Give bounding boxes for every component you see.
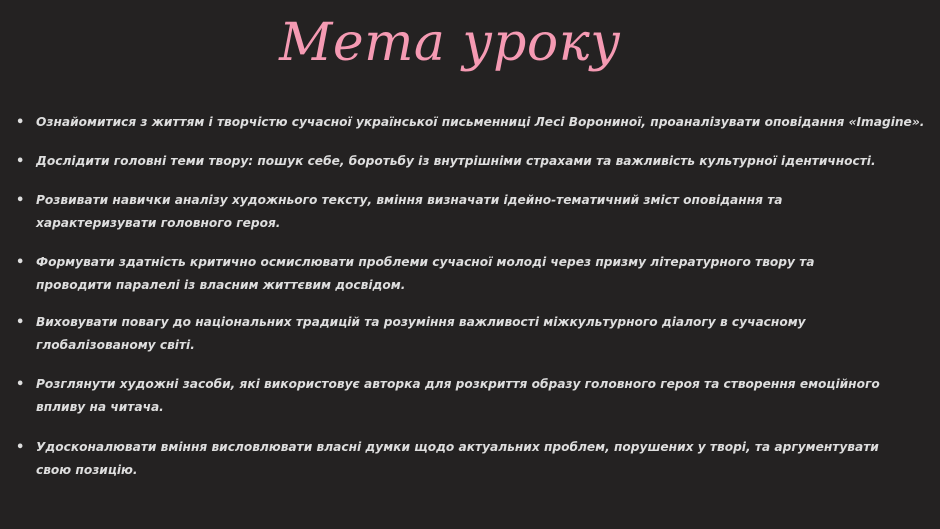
- goal-item-7: [16, 436, 896, 482]
- goal-text: Ознайомитися з життям і творчістю сучасної української письменниці Лесі Ворониної, проаналізувати оповідання «Imagine».: [36, 115, 925, 129]
- goal-item-2: [16, 150, 896, 173]
- goal-text-line-1: Розвивати навички аналізу художнього тексту, вміння визначати ідейно-тематичний зміст оповідання та: [36, 193, 783, 207]
- goal-text-line-2: характеризувати головного героя.: [36, 216, 281, 230]
- goal-text-line-1: Розглянути художні засоби, які використовує авторка для розкриття образу головного героя та створення емоційного: [36, 377, 880, 391]
- goal-text-line-1: Удосконалювати вміння висловлювати власні думки щодо актуальних проблем, порушених у творі, та аргументувати: [36, 440, 879, 454]
- goal-text-line-1: Виховувати повагу до національних традицій та розуміння важливості міжкультурного діалогу в сучасному: [36, 315, 806, 329]
- goal-item-4: [16, 251, 896, 297]
- bullet-dot-icon: •: [16, 440, 25, 455]
- goal-text-line-2: проводити паралелі із власним життєвим досвідом.: [36, 278, 406, 292]
- goal-text-line-2: впливу на читача.: [36, 400, 164, 414]
- bullet-dot-icon: •: [16, 154, 25, 169]
- bullet-dot-icon: •: [16, 315, 25, 330]
- goal-text-line-1: Формувати здатність критично осмислювати проблеми сучасної молоді через призму літературного твору та: [36, 255, 815, 269]
- goal-item-3: [16, 189, 896, 235]
- goal-item-6: [16, 373, 896, 419]
- bullet-dot-icon: •: [16, 193, 25, 208]
- goal-text: Дослідити головні теми твору: пошук себе, боротьбу із внутрішніми страхами та важливість культурної ідентичності.: [36, 154, 876, 168]
- bullet-dot-icon: •: [16, 377, 25, 392]
- slide-title: Мета уроку: [279, 13, 621, 73]
- goal-text-line-2: свою позицію.: [36, 463, 138, 477]
- goal-item-1: [16, 111, 925, 134]
- bullet-dot-icon: •: [16, 255, 25, 270]
- bullet-dot-icon: •: [16, 115, 25, 130]
- goal-item-5: [16, 311, 896, 357]
- goal-text-line-2: глобалізованому світі.: [36, 338, 195, 352]
